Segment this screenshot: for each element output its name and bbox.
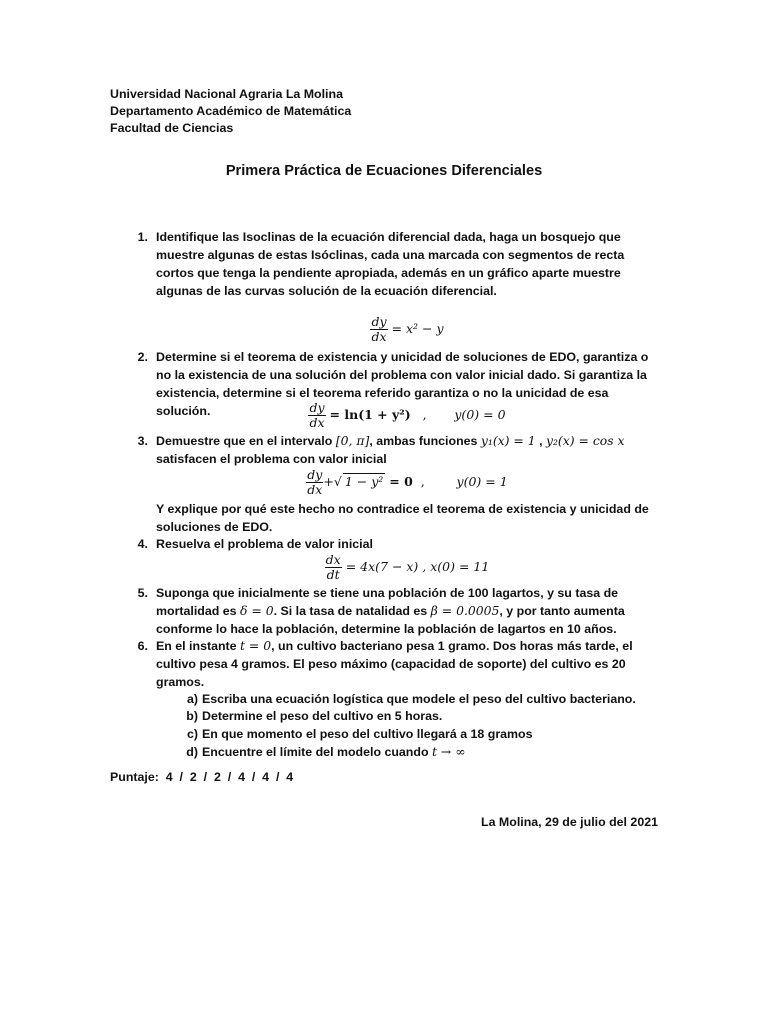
question-text: En el instante <box>156 639 240 653</box>
sub-item-text: Encuentre el límite del modelo cuando <box>202 745 432 759</box>
sub-item-c <box>110 725 658 743</box>
sub-item-d <box>110 743 658 761</box>
question-3: 3. Demuestre que en el intervalo [0, π], ambas funciones y₁(x) = 1 , y₂(x) = cos x satisfacen el problema con valor inicial <box>110 432 658 468</box>
question-number: 1. <box>137 230 148 244</box>
question-text: Identifique las Isoclinas de la ecuación diferencial dada, haga un bosquejo que muestre algunas de estas Isóclinas, cada una marcada con segmentos de recta cortos que tenga la pendiente apropiada, además en un gráfico aparte muestre algunas de las curvas solución de la ecuación diferencial. <box>156 230 625 298</box>
sub-item-a <box>110 690 658 708</box>
question-number: 2. <box>137 350 148 364</box>
question-text: Suponga que inicialmente se tiene una población de 100 lagartos, y su tasa de mortalidad es <box>156 586 619 618</box>
question-1 <box>110 228 658 300</box>
fraction-denominator: dx <box>371 329 387 344</box>
interval: [0, π] <box>335 433 370 448</box>
header-block <box>110 86 351 137</box>
question-text: Determine si el teorema de existencia y unicidad de soluciones de EDO, garantiza o no la existencia de una solución del problema con valor inicial dado. Si garantiza la existencia, determine si el teorema referido garantiza o no la unicidad de esa solución. <box>156 350 649 418</box>
fraction-numerator: dy <box>307 467 323 482</box>
page-title: Primera Práctica de Ecuaciones Diferenciales <box>225 163 543 179</box>
sub-item-letter: d) <box>186 745 198 759</box>
sub-item-text: Escriba una ecuación logística que modele el peso del cultivo bacteriano. <box>202 692 636 706</box>
sqrt-argument: 1 − y² <box>344 474 384 489</box>
limit-expression: t → ∞ <box>431 744 466 759</box>
question-text: Demuestre que en el intervalo <box>156 434 336 448</box>
fraction-numerator: dy <box>309 400 325 415</box>
score-line: Puntaje: 4 / 2 / 2 / 4 / 4 / 4 <box>110 770 294 784</box>
equation-3: $\frac{dy}{dx}$ +√ 1 − y² = 0 , y(0) = 1 <box>307 467 508 497</box>
equation-rhs: = x² − y <box>391 321 444 336</box>
birth-rate: β = 0.0005 <box>430 603 500 618</box>
department-name: Departamento Académico de Matemática <box>110 104 352 118</box>
question-text: Y explique por qué este hecho no contradice el teorema de existencia y unicidad de soluciones de EDO. <box>156 502 649 534</box>
question-number: 4. <box>137 537 148 551</box>
sub-item-text: Determine el peso del cultivo en 5 horas. <box>202 709 443 723</box>
date-signature: La Molina, 29 de julio del 2021 <box>481 815 658 829</box>
question-6: 6. En el instante t = 0, un cultivo bacteriano pesa 1 gramo. Dos horas más tarde, el cultivo pesa 4 gramos. El peso máximo (capacidad de soporte) del cultivo es 20 gramos. <box>110 637 658 691</box>
fraction-denominator: dx <box>307 482 323 497</box>
equation-rhs: = 4x(7 − x) , <box>345 559 427 574</box>
equation-rhs: = 0 <box>389 474 413 489</box>
sub-item-text: En que momento el peso del cultivo llegará a 18 gramos <box>202 727 533 741</box>
university-name: Universidad Nacional Agraria La Molina <box>110 87 343 101</box>
time-zero: t = 0 <box>240 638 272 653</box>
fraction-numerator: dy <box>371 314 387 329</box>
derivative-fraction <box>306 468 323 497</box>
fraction-numerator: dx <box>325 552 341 567</box>
sub-item-letter: a) <box>186 692 198 706</box>
initial-condition: x(0) = 11 <box>430 559 490 574</box>
fraction-denominator: dt <box>325 567 342 582</box>
function-y2: y₂(x) = cos x <box>545 433 625 448</box>
equation-2: $\frac{dy}{dx}$ = ln(1 + y²) , y(0) = 0 <box>309 400 506 430</box>
initial-condition: y(0) = 0 <box>454 407 506 422</box>
equation-rhs: = ln(1 + y²) <box>329 407 411 422</box>
sub-item-letter: b) <box>186 709 198 723</box>
question-3-followup <box>110 500 658 536</box>
sub-item-letter: c) <box>186 727 198 741</box>
question-5: 5. Suponga que inicialmente se tiene una población de 100 lagartos, y su tasa de mortalidad es δ = 0. Si la tasa de natalidad es β = 0.0005, y por tanto aumenta conforme lo hace la población, determine la población de lagartos en 10 años. <box>110 584 658 638</box>
equation-1 <box>156 315 658 344</box>
function-y1: y₁(x) = 1 <box>480 433 536 448</box>
question-number: 6. <box>137 639 148 653</box>
question-number: 5. <box>137 586 148 600</box>
fraction-denominator: dx <box>309 415 325 430</box>
derivative-fraction <box>325 553 342 582</box>
faculty-name: Facultad de Ciencias <box>110 121 234 135</box>
derivative-fraction <box>370 315 387 344</box>
mortality-rate: δ = 0 <box>240 603 274 618</box>
equation-4 <box>156 553 658 582</box>
question-text: Resuelva el problema de valor inicial <box>156 537 373 551</box>
question-number: 3. <box>137 434 148 448</box>
initial-condition: y(0) = 1 <box>456 474 508 489</box>
derivative-fraction <box>308 401 325 430</box>
sub-item-b <box>110 707 658 725</box>
question-4 <box>110 535 658 553</box>
